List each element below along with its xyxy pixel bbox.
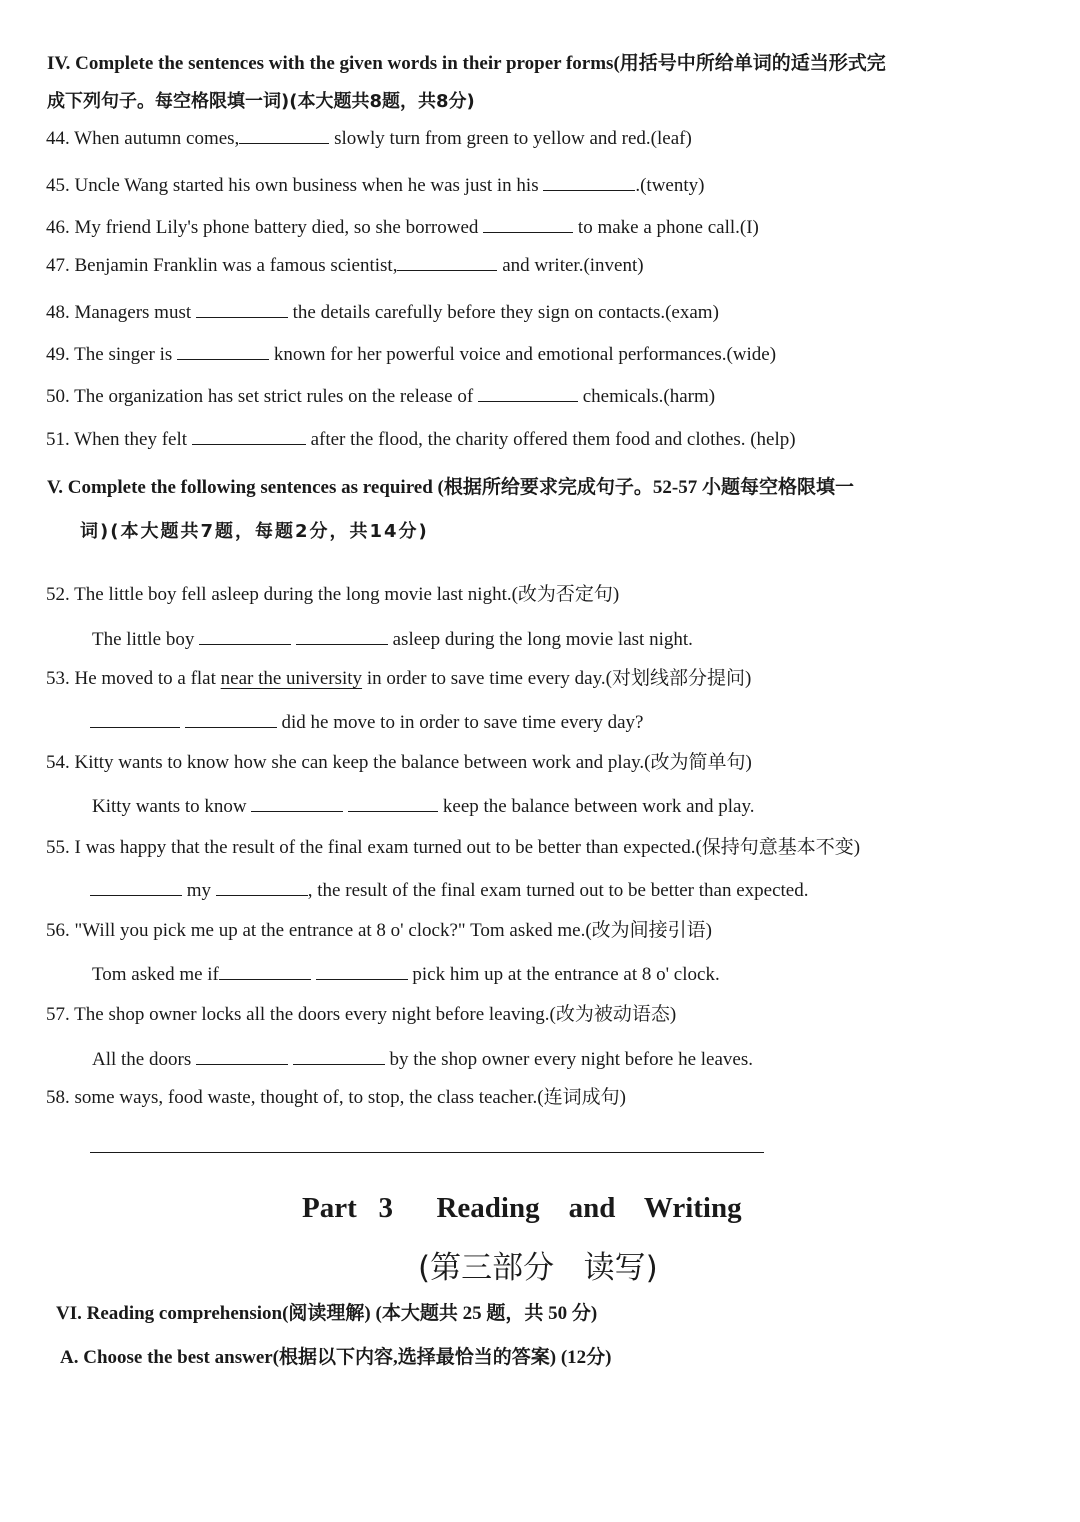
q53-text-after: in order to save time every day.(对划线部分提问): [362, 668, 752, 689]
q51-text-after: after the flood, the charity offered them food and clothes. (help): [305, 429, 796, 450]
question-55-answer-line: [90, 879, 808, 903]
question-45: [46, 174, 704, 198]
q48-text-after: the details carefully before they sign on contacts.(exam): [287, 302, 719, 323]
q47-text-after: and writer.(invent): [497, 255, 644, 276]
q56-text-after: pick him up at the entrance at 8 o' clock.: [407, 964, 720, 985]
q54-text-after: keep the balance between work and play.: [438, 796, 755, 817]
question-51: [46, 428, 796, 452]
q50-text-after: chemicals.(harm): [577, 386, 716, 407]
q44-answer-blank[interactable]: [239, 127, 329, 144]
q53-text-after-blanks: did he move to in order to save time every day?: [276, 712, 644, 733]
question-54-prompt: 54. Kitty wants to know how she can keep the balance between work and play.(改为简单句): [46, 752, 752, 773]
q45-text-after: .(twenty): [635, 175, 705, 196]
q49-text-before: 49. The singer is: [46, 344, 178, 365]
q52-text-before: The little boy: [92, 629, 200, 650]
q52-text-after: asleep during the long movie last night.: [387, 629, 693, 650]
section-4-heading-line-2: 成下列句子。每空格限填一词)(本大题共8题，共8分): [47, 91, 475, 112]
question-50: [46, 385, 715, 409]
section-5-heading-line-1: V. Complete the following sentences as required (根据所给要求完成句子。52-57 小题每空格限填一: [47, 477, 854, 498]
q44-text-before: 44. When autumn comes,: [46, 128, 240, 149]
q56-answer-blank-1[interactable]: [219, 963, 311, 980]
section-6-subheading: A. Choose the best answer(根据以下内容,选择最恰当的答案) (12分): [60, 1347, 612, 1368]
question-56-prompt: 56. "Will you pick me up at the entrance at 8 o' clock?" Tom asked me.(改为间接引语): [46, 920, 713, 941]
q57-text-before: All the doors: [92, 1049, 196, 1070]
q54-text-before: Kitty wants to know: [92, 796, 252, 817]
q49-answer-blank[interactable]: [177, 343, 269, 360]
question-47: [46, 254, 644, 278]
section-4-heading-line-1: IV. Complete the sentences with the given words in their proper forms(用括号中所给单词的适当形式完: [47, 53, 886, 74]
q56-answer-blank-2[interactable]: [316, 963, 408, 980]
question-53-answer-line: [90, 711, 643, 735]
q53-answer-blank-1[interactable]: [90, 711, 180, 728]
q46-answer-blank[interactable]: [483, 216, 573, 233]
q48-answer-blank[interactable]: [196, 301, 288, 318]
q45-text-before: 45. Uncle Wang started his own business when he was just in his: [46, 175, 544, 196]
q46-text-after: to make a phone call.(I): [573, 217, 759, 238]
q51-answer-blank[interactable]: [192, 428, 306, 445]
q53-answer-blank-2[interactable]: [185, 711, 277, 728]
q49-text-after: known for her powerful voice and emotional performances.(wide): [269, 344, 777, 365]
q56-text-before: Tom asked me if: [92, 964, 219, 985]
q55-text-middle: my: [182, 880, 216, 901]
question-58-prompt: 58. some ways, food waste, thought of, to stop, the class teacher.(连词成句): [46, 1087, 626, 1108]
q47-text-before: 47. Benjamin Franklin was a famous scientist,: [46, 255, 398, 276]
section-5-heading-line-2: 词)(本大题共7题，每题2分，共14分): [80, 521, 429, 542]
part-3-title: Part 3 Reading and Writing: [302, 1192, 742, 1224]
part-3-subtitle: (第三部分 读写): [418, 1250, 658, 1286]
question-44: [46, 127, 692, 151]
q57-answer-blank-2[interactable]: [293, 1048, 385, 1065]
q54-answer-blank-2[interactable]: [348, 795, 438, 812]
q53-underlined-phrase: near the university: [220, 668, 363, 689]
question-54-answer-line: [92, 795, 755, 819]
q55-answer-blank-2[interactable]: [216, 879, 308, 896]
q53-text-before: 53. He moved to a flat: [46, 668, 221, 689]
question-55-prompt: 55. I was happy that the result of the final exam turned out to be better than expected.(保持句意基本不变): [46, 837, 861, 858]
q52-answer-blank-2[interactable]: [296, 628, 388, 645]
question-57-answer-line: [92, 1048, 753, 1072]
question-56-answer-line: [92, 963, 720, 987]
q54-answer-blank-1[interactable]: [251, 795, 343, 812]
section-6-heading: VI. Reading comprehension(阅读理解) (本大题共 25 题，共 50 分): [56, 1303, 598, 1324]
question-49: [46, 343, 776, 367]
q50-text-before: 50. The organization has set strict rules on the release of: [46, 386, 478, 407]
q50-answer-blank[interactable]: [478, 385, 578, 402]
question-46: [46, 216, 759, 240]
question-52-prompt: 52. The little boy fell asleep during the long movie last night.(改为否定句): [46, 584, 620, 605]
q48-text-before: 48. Managers must: [46, 302, 196, 323]
q58-answer-line[interactable]: [90, 1152, 764, 1153]
q44-text-after: slowly turn from green to yellow and red.(leaf): [329, 128, 692, 149]
question-52-answer-line: [92, 628, 693, 652]
q45-answer-blank[interactable]: [543, 174, 635, 191]
q55-text-after: , the result of the final exam turned out to be better than expected.: [307, 880, 809, 901]
q51-text-before: 51. When they felt: [46, 429, 192, 450]
question-57-prompt: 57. The shop owner locks all the doors every night before leaving.(改为被动语态): [46, 1004, 677, 1025]
q55-answer-blank-1[interactable]: [90, 879, 182, 896]
q46-text-before: 46. My friend Lily's phone battery died, so she borrowed: [46, 217, 484, 238]
q57-text-after: by the shop owner every night before he leaves.: [384, 1049, 753, 1070]
q47-answer-blank[interactable]: [397, 254, 497, 271]
question-48: [46, 301, 719, 325]
question-53-prompt: [46, 667, 751, 691]
q57-answer-blank-1[interactable]: [196, 1048, 288, 1065]
q52-answer-blank-1[interactable]: [199, 628, 291, 645]
